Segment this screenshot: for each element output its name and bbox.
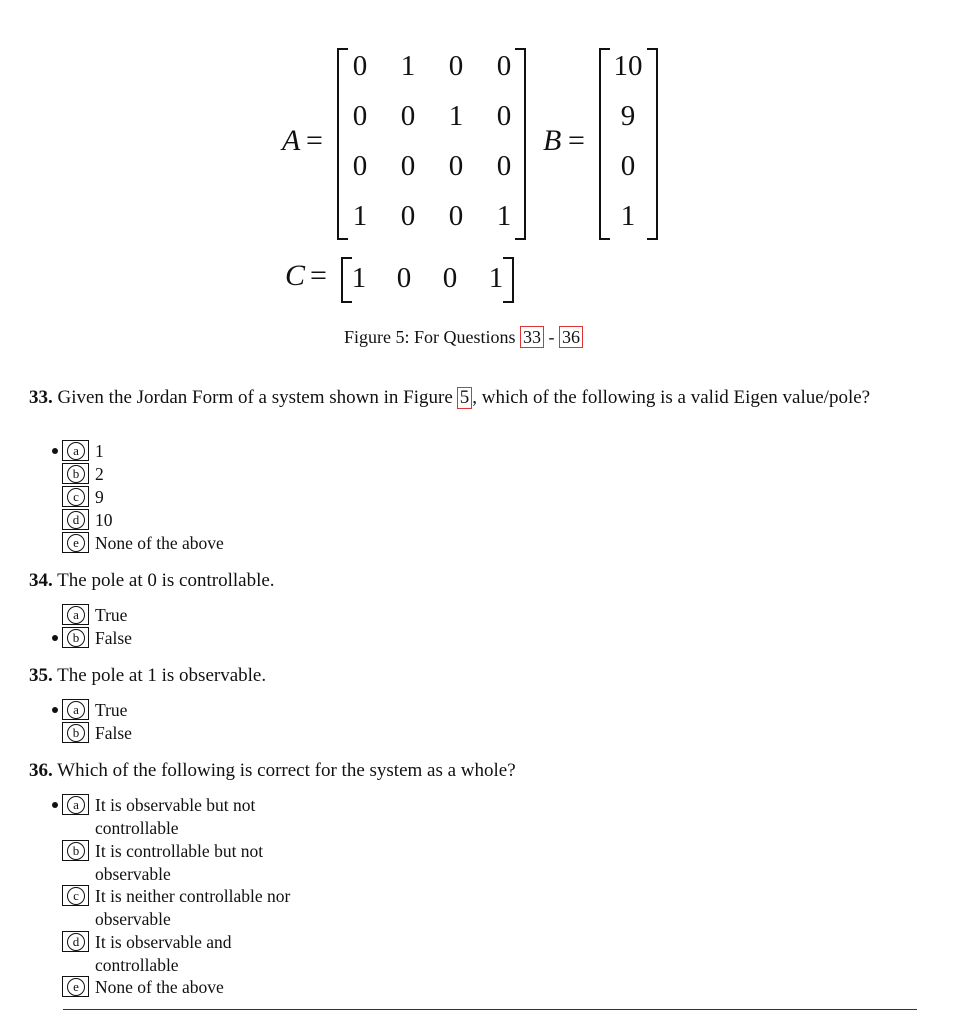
option-letter-box[interactable] — [62, 509, 89, 530]
option-letter: a — [67, 796, 85, 814]
option-letter: d — [67, 933, 85, 951]
option-letter: b — [67, 629, 85, 647]
question-text-rest: , which of the following is a valid Eigen value/pole? — [472, 387, 871, 408]
matrix-b-cell: 1 — [620, 200, 636, 232]
matrix-a-cell: 0 — [352, 150, 368, 182]
option-text: It is observable but not — [95, 795, 256, 815]
option-letter: e — [67, 978, 85, 996]
matrix-a-equals: = — [306, 124, 323, 157]
matrix-a-cell: 0 — [400, 100, 416, 132]
option-text: It is controllable but not — [95, 840, 264, 861]
matrix-b-label: B — [543, 124, 562, 157]
option-text: False — [95, 628, 132, 648]
matrix-a-cell: 0 — [448, 50, 464, 82]
option-letter: d — [67, 511, 85, 529]
question-text: The pole at 0 is controllable. — [57, 570, 275, 591]
option-text: It is neither controllable nor — [95, 886, 291, 907]
question-33 — [29, 387, 870, 409]
option-letter-box[interactable] — [62, 627, 89, 648]
matrix-b-cell: 0 — [620, 150, 636, 182]
option-text: True — [95, 700, 128, 720]
question-number: 35. — [29, 665, 53, 686]
matrix-b-right-bracket — [647, 48, 658, 240]
option-letter: c — [67, 887, 85, 905]
option-letter: b — [67, 842, 85, 860]
option-text: 2 — [95, 464, 104, 484]
matrix-a-cell: 0 — [400, 150, 416, 182]
figure-5-link[interactable]: 5 — [457, 387, 473, 409]
matrix-a-label: A — [282, 124, 301, 157]
selected-bullet-icon — [52, 635, 58, 641]
matrix-c-equals: = — [310, 259, 327, 292]
selected-bullet-icon — [52, 707, 58, 713]
option-letter-box[interactable] — [62, 486, 89, 507]
bottom-rule — [63, 1009, 917, 1010]
option-letter-box[interactable] — [62, 722, 89, 743]
caption-prefix: Figure 5: For Questions — [344, 327, 516, 347]
matrix-a-cell: 0 — [352, 50, 368, 82]
option-letter-box[interactable] — [62, 976, 89, 997]
option-text-continued: observable — [95, 863, 171, 884]
matrix-a-cell: 0 — [496, 100, 512, 132]
matrix-b-equals: = — [568, 124, 585, 157]
matrix-c-cell: 1 — [351, 262, 367, 294]
option-letter-box[interactable] — [62, 463, 89, 484]
caption-separator: - — [548, 327, 555, 347]
option-letter: b — [67, 465, 85, 483]
option-letter-box[interactable] — [62, 440, 89, 461]
option-text-continued: observable — [95, 909, 171, 930]
matrix-a-cell: 0 — [352, 100, 368, 132]
option-text: None of the above — [95, 533, 224, 553]
option-text: 10 — [95, 510, 113, 530]
question-36 — [29, 760, 516, 782]
option-text: True — [95, 605, 128, 625]
question-34 — [29, 570, 275, 592]
matrix-c-label: C — [285, 259, 306, 292]
matrix-c-cell: 1 — [488, 262, 504, 294]
option-letter-box[interactable] — [62, 699, 89, 720]
question-number: 36. — [29, 760, 53, 781]
option-text: 9 — [95, 487, 104, 507]
option-text: 1 — [95, 441, 104, 461]
option-letter-box[interactable] — [62, 931, 89, 952]
matrix-b-cell: 9 — [620, 100, 636, 132]
option-text: It is observable and — [95, 931, 232, 952]
matrix-a-cell: 1 — [448, 100, 464, 132]
question-text: The pole at 1 is observable. — [57, 665, 267, 686]
option-letter-box[interactable] — [62, 840, 89, 861]
matrix-a-cell: 1 — [352, 200, 368, 232]
matrix-a-cell: 0 — [496, 150, 512, 182]
option-letter: a — [67, 606, 85, 624]
option-text-continued: controllable — [95, 954, 179, 975]
question-number: 33. — [29, 387, 53, 408]
option-text: None of the above — [95, 977, 224, 998]
option-letter-box[interactable] — [62, 604, 89, 625]
figure-caption — [344, 326, 583, 348]
question-text: Which of the following is correct for the system as a whole? — [57, 760, 516, 781]
selected-bullet-icon — [52, 802, 58, 808]
option-letter: a — [67, 442, 85, 460]
option-letter: e — [67, 534, 85, 552]
caption-ref-36-link[interactable]: 36 — [559, 326, 583, 348]
matrix-a-cell: 1 — [496, 200, 512, 232]
matrix-b-cell: 10 — [613, 50, 643, 82]
matrix-c-cell: 0 — [442, 262, 458, 294]
option-letter-box[interactable] — [62, 794, 89, 815]
selected-bullet-icon — [52, 448, 58, 454]
option-letter: c — [67, 488, 85, 506]
option-letter-box[interactable] — [62, 885, 89, 906]
question-35 — [29, 665, 266, 687]
matrix-a-cell: 0 — [448, 150, 464, 182]
matrix-a-cell: 0 — [400, 200, 416, 232]
matrix-a-cell: 1 — [400, 50, 416, 82]
option-text-continued: controllable — [95, 818, 179, 838]
matrix-a-cell: 0 — [496, 50, 512, 82]
caption-ref-33-link[interactable]: 33 — [520, 326, 544, 348]
question-number: 34. — [29, 570, 53, 591]
option-text: False — [95, 723, 132, 743]
option-letter-box[interactable] — [62, 532, 89, 553]
option-letter: a — [67, 701, 85, 719]
matrix-a-cell: 0 — [448, 200, 464, 232]
option-letter: b — [67, 724, 85, 742]
question-text: Given the Jordan Form of a system shown in Figure — [57, 387, 453, 408]
matrix-c-cell: 0 — [396, 262, 412, 294]
